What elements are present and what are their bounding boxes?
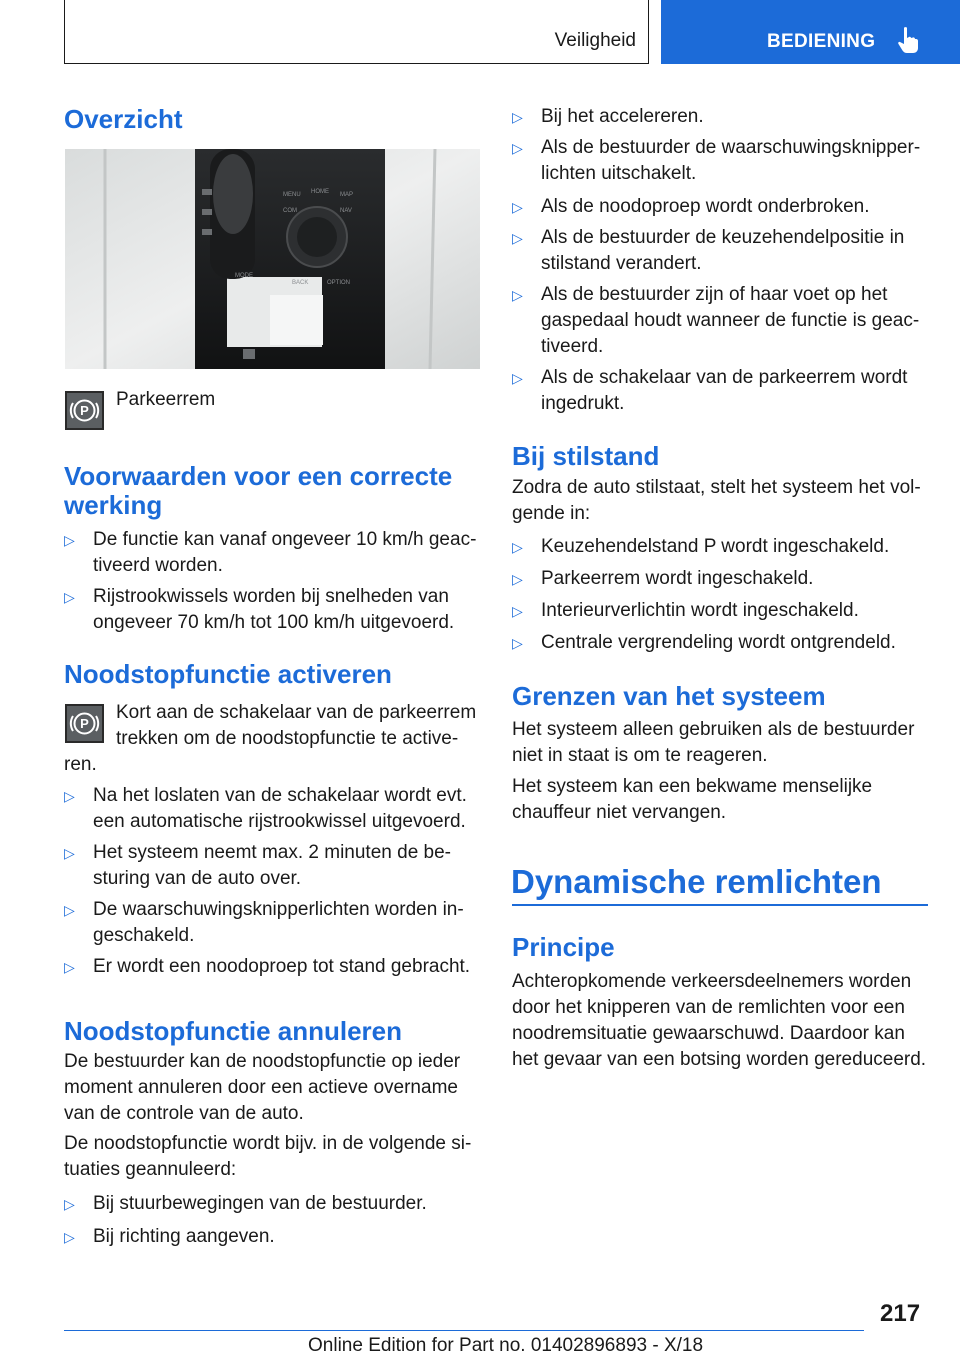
- bullet-triangle-icon: ▷: [512, 635, 523, 651]
- list-item-line: Parkeerrem wordt ingeschakeld.: [541, 568, 814, 589]
- parking-brake-button-icon: [65, 704, 104, 743]
- list-item-line: Als de bestuurder de waarschuwingsknipper-: [541, 137, 921, 158]
- photo-label-home: HOME: [311, 189, 329, 195]
- bullet-triangle-icon: ▷: [512, 109, 523, 125]
- caption-parkeerrem: Parkeerrem: [116, 389, 216, 410]
- bullet-triangle-icon: ▷: [64, 845, 75, 861]
- footer-rule: [64, 1330, 864, 1331]
- footer-edition: Online Edition for Part no. 01402896893 - X/18: [308, 1335, 704, 1356]
- list-item-line: een automatische rijstrookwissel uitgevoerd.: [93, 811, 466, 832]
- heading-activeren: Noodstopfunctie activeren: [64, 659, 392, 689]
- bullet-triangle-icon: ▷: [512, 370, 523, 386]
- heading-annuleren: Noodstopfunctie annuleren: [64, 1016, 402, 1046]
- paragraph-line: gende in:: [512, 503, 591, 524]
- list-item-line: Rijstrookwissels worden bij snelheden van: [93, 586, 449, 607]
- list-item-line: ingedrukt.: [541, 393, 625, 414]
- list-item-line: De functie kan vanaf ongeveer 10 km/h geac-: [93, 529, 477, 550]
- paragraph-line: tuaties geannuleerd:: [64, 1159, 237, 1180]
- paragraph-line: Kort aan de schakelaar van de parkeerrem: [116, 702, 477, 723]
- paragraph-line: van de controle van de auto.: [64, 1103, 304, 1124]
- list-item-line: Als de noodoproep wordt onderbroken.: [541, 196, 870, 217]
- heading-grenzen: Grenzen van het systeem: [512, 681, 826, 711]
- paragraph-line: Achteropkomende verkeersdeelnemers worden: [512, 971, 912, 992]
- paragraph-line: ren.: [64, 754, 97, 775]
- list-item-line: Als de bestuurder de keuzehendelpositie in: [541, 227, 905, 248]
- heading-voorwaarden-line1: Voorwaarden voor een correcte: [64, 461, 453, 491]
- heading-voorwaarden-line2: werking: [64, 490, 163, 520]
- heading-rule: [512, 904, 928, 906]
- paragraph-line: Het systeem alleen gebruiken als de bestuurder: [512, 719, 915, 740]
- bullet-triangle-icon: ▷: [512, 230, 523, 246]
- paragraph-line: niet in staat is om te reageren.: [512, 745, 768, 766]
- list-item-line: Bij richting aangeven.: [93, 1226, 275, 1247]
- list-item-line: lichten uitschakelt.: [541, 163, 697, 184]
- list-item-line: stilstand verandert.: [541, 253, 702, 274]
- list-item-line: tiveerd.: [541, 336, 604, 357]
- header-chapter-tab[interactable]: [661, 0, 960, 64]
- list-item-line: Er wordt een noodoproep tot stand gebracht.: [93, 956, 471, 977]
- list-item-line: tiveerd worden.: [93, 555, 223, 576]
- list-item-line: Bij het accelereren.: [541, 106, 704, 127]
- bullet-triangle-icon: ▷: [64, 959, 75, 975]
- svg-text:P: P: [80, 403, 89, 418]
- page-number: 217: [880, 1300, 921, 1327]
- heading-bij-stilstand: Bij stilstand: [512, 441, 660, 471]
- list-item-line: Bij stuurbewegingen van de bestuurder.: [93, 1193, 427, 1214]
- paragraph-line: trekken om de noodstopfunctie te active-: [116, 728, 459, 749]
- list-item-line: geschakeld.: [93, 925, 195, 946]
- bullet-triangle-icon: ▷: [512, 603, 523, 619]
- paragraph-line: het gevaar van een botsing worden gereduceerd.: [512, 1049, 927, 1070]
- photo-label-map: MAP: [340, 192, 354, 198]
- photo-label-menu: MENU: [283, 192, 301, 198]
- paragraph-line: noodremsituatie gewaarschuwd. Daardoor kan: [512, 1023, 905, 1044]
- bullet-triangle-icon: ▷: [64, 532, 75, 548]
- photo-label-nav: NAV: [340, 208, 352, 214]
- paragraph-line: moment annuleren door een actieve overname: [64, 1077, 458, 1098]
- bullet-triangle-icon: ▷: [512, 199, 523, 215]
- heading-overzicht: Overzicht: [64, 104, 183, 134]
- bullet-triangle-icon: ▷: [64, 589, 75, 605]
- bullet-triangle-icon: ▷: [64, 788, 75, 804]
- paragraph-line: chauffeur niet vervangen.: [512, 802, 727, 823]
- bullet-triangle-icon: ▷: [64, 1196, 75, 1212]
- pointing-hand-icon: [897, 26, 919, 54]
- list-item-line: Als de bestuurder zijn of haar voet op het: [541, 284, 888, 305]
- heading-dynamische-remlichten: Dynamische remlichten: [511, 863, 882, 900]
- paragraph-line: Zodra de auto stilstaat, stelt het systeem het vol-: [512, 477, 921, 498]
- paragraph-line: De bestuurder kan de noodstopfunctie op ieder: [64, 1051, 461, 1072]
- bullet-triangle-icon: ▷: [64, 902, 75, 918]
- bullet-triangle-icon: ▷: [64, 1229, 75, 1245]
- list-item-line: Na het loslaten van de schakelaar wordt evt.: [93, 785, 467, 806]
- paragraph-line: Het systeem kan een bekwame menselijke: [512, 776, 873, 797]
- list-item-line: sturing van de auto over.: [93, 868, 302, 889]
- bullet-triangle-icon: ▷: [512, 571, 523, 587]
- paragraph-line: De noodstopfunctie wordt bijv. in de volgende si-: [64, 1133, 472, 1154]
- list-item-line: Interieurverlichtin wordt ingeschakeld.: [541, 600, 859, 621]
- svg-text:P: P: [80, 716, 89, 731]
- header-section-title: Veiligheid: [554, 30, 636, 51]
- list-item-line: Centrale vergrendeling wordt ontgrendeld.: [541, 632, 896, 653]
- heading-principe: Principe: [512, 932, 615, 962]
- paragraph-line: door het knipperen van de remlichten voor een: [512, 997, 905, 1018]
- list-item-line: ongeveer 70 km/h tot 100 km/h uitgevoerd.: [93, 612, 455, 633]
- parking-brake-button-icon: [65, 391, 104, 430]
- list-item-line: gaspedaal houdt wanneer de functie is geac-: [541, 310, 920, 331]
- list-item-line: Keuzehendelstand P wordt ingeschakeld.: [541, 536, 890, 557]
- photo-label-mode: MODE: [235, 273, 253, 279]
- list-item-line: De waarschuwingsknipperlichten worden in-: [93, 899, 464, 920]
- center-console-photo: [65, 149, 480, 369]
- list-item-line: Als de schakelaar van de parkeerrem wordt: [541, 367, 908, 388]
- bullet-triangle-icon: ▷: [512, 140, 523, 156]
- bullet-triangle-icon: ▷: [512, 287, 523, 303]
- photo-label-option: OPTION: [327, 280, 351, 286]
- header-chapter-title: BEDIENING: [767, 31, 876, 52]
- list-item-line: Het systeem neemt max. 2 minuten de be-: [93, 842, 451, 863]
- photo-label-com: COM: [283, 208, 297, 214]
- header-section-box: [64, 0, 649, 64]
- photo-label-back: BACK: [292, 280, 309, 286]
- bullet-triangle-icon: ▷: [512, 539, 523, 555]
